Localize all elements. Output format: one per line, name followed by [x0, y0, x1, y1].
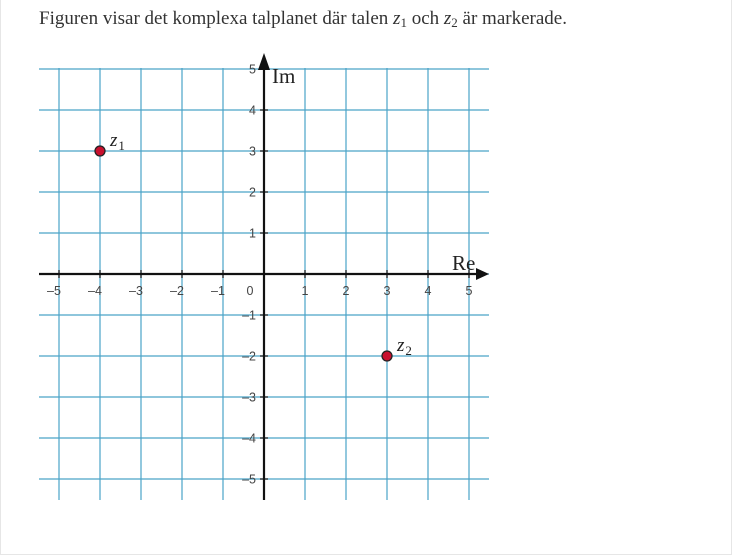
- intro-text-before: Figuren visar det komplexa talplanet där talen: [39, 8, 394, 29]
- y-tick-label: 5: [249, 62, 256, 77]
- y-tick-label: 2: [249, 185, 256, 200]
- x-tick-label: 1: [301, 284, 309, 298]
- point-label-sub: 1: [118, 138, 125, 153]
- x-tick-label: 4: [424, 284, 432, 298]
- intro-var-z1-base: z: [393, 8, 401, 29]
- point-layer: [95, 130, 412, 361]
- y-tick-label: 3: [249, 144, 256, 159]
- intro-text-after: är markerade.: [457, 8, 567, 29]
- x-tick-label: 5: [465, 284, 473, 298]
- axis-layer: [39, 53, 489, 500]
- y-tick-label: 1: [249, 226, 256, 241]
- y-tick-label: –4: [242, 431, 256, 446]
- intro-var-z2-base: z: [443, 8, 452, 29]
- y-tick-label: –5: [242, 472, 256, 487]
- re-axis-arrow: [476, 268, 489, 280]
- x-tick-label: 3: [383, 284, 391, 298]
- point-label-z1: $z_1$: [110, 130, 125, 153]
- intro-var-z2-sub: 2: [451, 15, 458, 30]
- x-tick-label: –1: [211, 284, 225, 298]
- y-tick-label: –2: [242, 349, 256, 364]
- im-axis-arrow: [258, 53, 270, 70]
- x-tick-label: –2: [170, 284, 184, 298]
- x-tick-label: –3: [129, 284, 143, 298]
- x-tick-label: 2: [342, 284, 350, 298]
- intro-text-mid: och: [406, 8, 444, 29]
- point-z1: [95, 146, 105, 156]
- origin-label: 0: [246, 284, 254, 298]
- y-tick-label: –3: [242, 390, 256, 405]
- y-tick-label: –1: [242, 308, 256, 323]
- point-z2: [382, 351, 392, 361]
- intro-var-z1-sub: 1: [400, 15, 407, 30]
- point-label-sub: 2: [405, 343, 412, 358]
- x-tick-label: –5: [47, 284, 61, 298]
- point-label-z2: $z_2$: [397, 335, 412, 358]
- im-axis-title: Im: [272, 64, 296, 88]
- re-axis-title: Re: [452, 251, 476, 275]
- y-tick-label: 4: [249, 103, 256, 118]
- x-tick-label: –4: [88, 284, 102, 298]
